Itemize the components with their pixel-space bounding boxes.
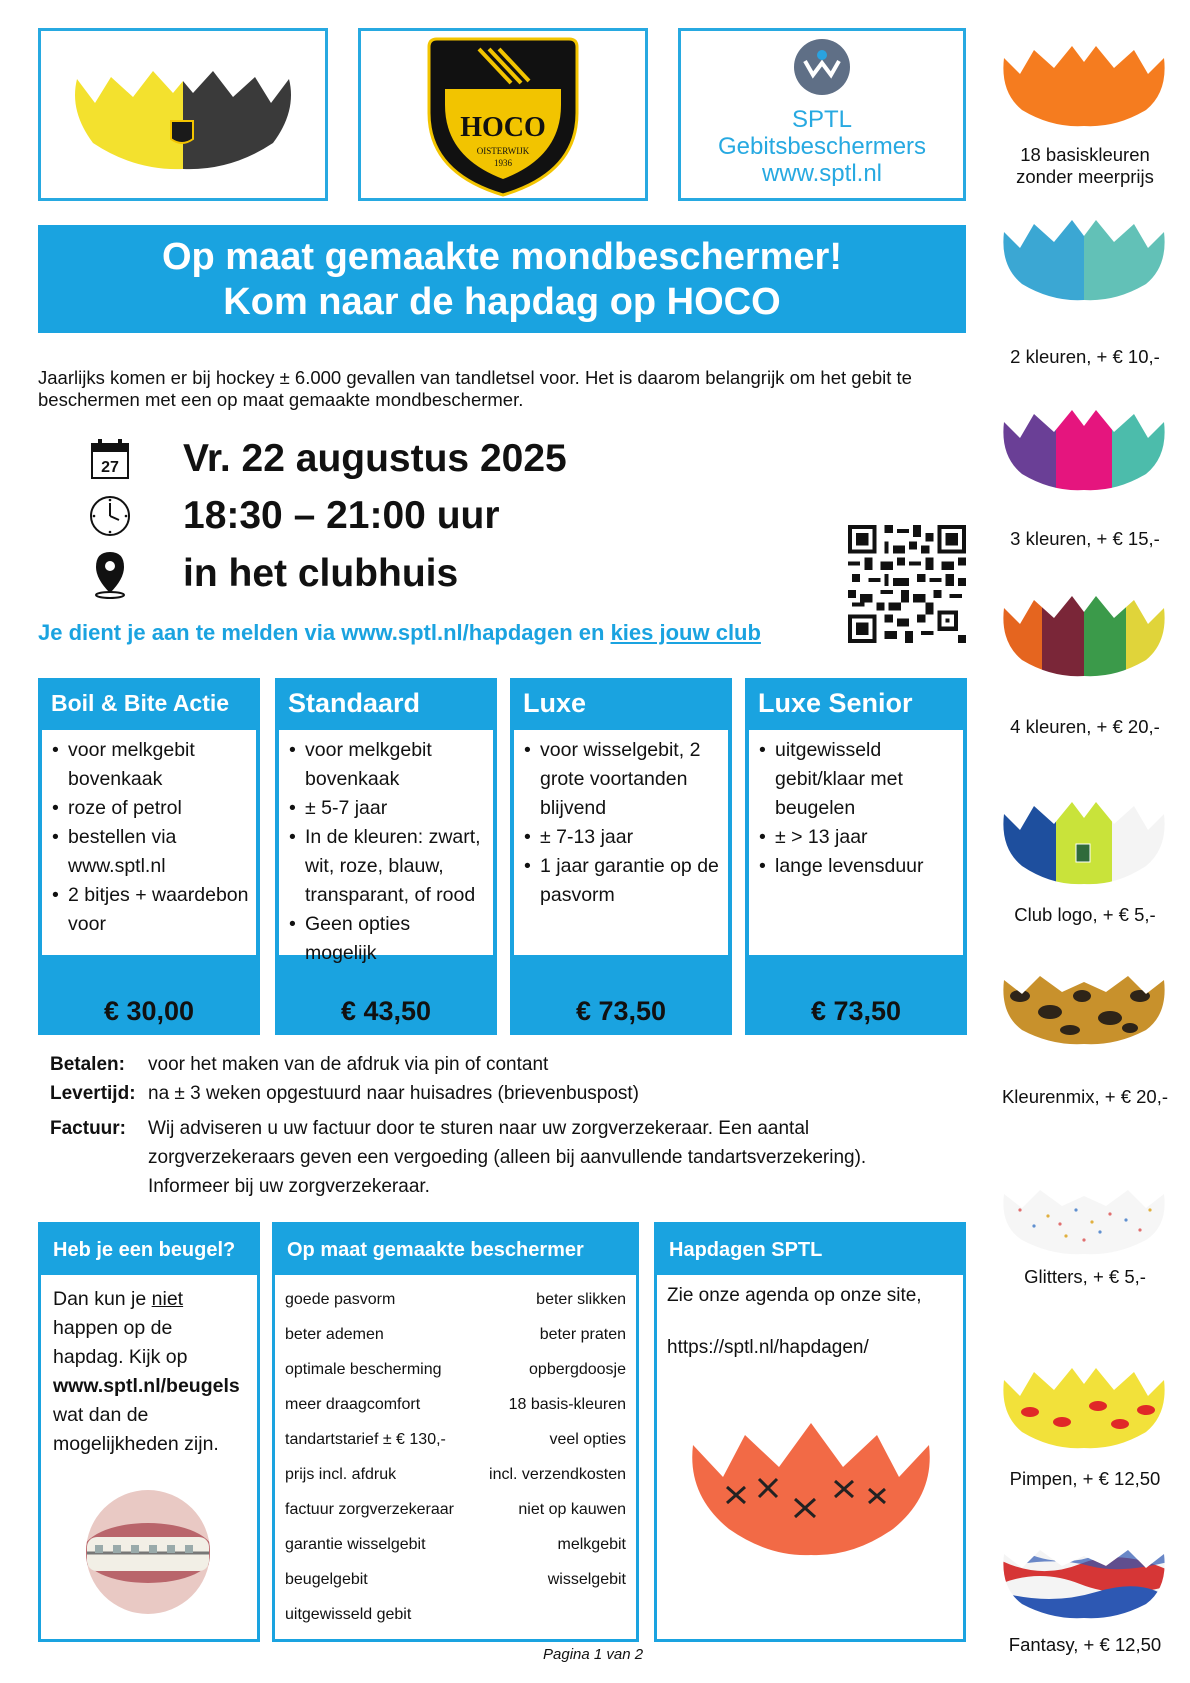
feature-left: optimale bescherming	[285, 1361, 442, 1378]
signup-text	[38, 620, 761, 646]
factuur-label: Factuur:	[50, 1118, 126, 1139]
package-card-luxe	[510, 678, 732, 1035]
hoco-shield-logo	[361, 31, 645, 198]
option-caption: Fantasy, + € 12,50	[1008, 1634, 1162, 1655]
package-body	[279, 730, 493, 964]
package-title: Boil & Bite Actie	[51, 689, 230, 716]
option-caption: 2 kleuren, + € 10,-	[1010, 346, 1160, 367]
hoco-logo-text: HOCO	[460, 112, 546, 143]
feature-left: tandartstarief ± € 130,-	[285, 1431, 446, 1448]
beugel-card-text	[41, 1275, 257, 1459]
features-row	[285, 1597, 626, 1632]
package-item: • bestellen via www.sptl.nl	[50, 823, 250, 881]
feature-left: meer draagcomfort	[285, 1396, 421, 1413]
feature-left: prijs incl. afdruk	[285, 1466, 397, 1483]
orange-mouthguard-image	[683, 1415, 939, 1565]
option-caption: 18 basiskleuren zonder meerprijs	[1016, 144, 1154, 187]
signup-club-link[interactable]: kies jouw club	[610, 620, 761, 645]
feature-left: uitgewisseld gebit	[285, 1606, 412, 1623]
page-footer: Pagina 1 van 2	[543, 1646, 644, 1663]
package-card-boil-bite	[38, 678, 260, 1035]
beugel-url[interactable]: www.sptl.nl/beugels	[53, 1375, 240, 1397]
package-item: • 2 bitjes + waardebon voor	[50, 881, 250, 939]
sptl-name: SPTL	[791, 106, 853, 133]
package-item: • roze of petrol	[50, 794, 250, 823]
feature-right: niet op kauwen	[518, 1501, 626, 1518]
feature-right: wisselgebit	[547, 1571, 626, 1588]
feature-left: factuur zorgverzekeraar	[285, 1501, 454, 1518]
sptl-url: www.sptl.nl	[761, 160, 883, 187]
hoco-logo-box	[358, 28, 648, 201]
hoco-logo-place: OISTERWIJK	[476, 146, 530, 156]
mouthguard-option-8-icon	[1000, 1362, 1168, 1450]
levertijd-value: na ± 3 weken opgestuurd naar huisadres (brievenbuspost)	[148, 1083, 640, 1104]
features-row	[285, 1492, 626, 1527]
package-item: • ± > 13 jaar	[757, 823, 957, 852]
package-card-luxe-senior	[745, 678, 967, 1035]
package-title: Standaard	[288, 687, 421, 718]
package-item: • ± 7-13 jaar	[522, 823, 722, 852]
feature-right: opbergdoosje	[529, 1361, 626, 1378]
features-row	[285, 1387, 626, 1422]
feature-left: goede pasvorm	[285, 1291, 396, 1308]
package-price: € 73,50	[575, 996, 667, 1026]
features-card	[272, 1222, 639, 1642]
feature-right: 18 basis-kleuren	[508, 1396, 626, 1413]
features-row	[285, 1282, 626, 1317]
package-item: • voor melkgebit bovenkaak	[50, 736, 250, 794]
option-caption: Kleurenmix, + € 20,-	[1001, 1086, 1169, 1107]
feature-right: beter praten	[539, 1326, 626, 1343]
package-body	[514, 730, 728, 955]
mouthguard-option-9-icon	[1000, 1540, 1168, 1622]
features-row	[285, 1352, 626, 1387]
headline-line2: Kom naar de hapdag op HOCO	[223, 281, 781, 323]
package-price: € 43,50	[340, 996, 432, 1026]
factuur-value: Wij adviseren u uw factuur door te sturen naar uw zorgverzekeraar. Een aantal zorgverzekeraars geven een vergoeding (alleen bij aanvullende tandartsverzekering). Informeer bij uw zorgverzekeraar.	[148, 1118, 867, 1197]
package-item: • In de kleuren: zwart, wit, roze, blauw, transparant, of rood	[287, 823, 487, 910]
event-date-row	[88, 434, 567, 484]
feature-right: incl. verzendkosten	[489, 1466, 626, 1483]
features-row	[285, 1527, 626, 1562]
beugel-text-1: Dan kun je	[53, 1288, 152, 1310]
feature-right: melkgebit	[557, 1536, 626, 1553]
hoco-logo-year: 1936	[494, 158, 512, 168]
option-caption: Pimpen, + € 12,50	[1009, 1468, 1161, 1489]
features-row	[285, 1457, 626, 1492]
package-item: • Geen opties mogelijk	[287, 910, 487, 968]
headline-line1: Op maat gemaakte mondbeschermer!	[161, 236, 842, 278]
beugel-text-2: happen op de hapdag. Kijk op	[53, 1317, 188, 1368]
option-caption: 3 kleuren, + € 15,-	[1010, 528, 1160, 549]
hapdagen-card-text	[657, 1275, 963, 1361]
hapdagen-card-title: Hapdagen SPTL	[657, 1225, 963, 1275]
package-item: • voor melkgebit bovenkaak	[287, 736, 487, 794]
levertijd-label: Levertijd:	[50, 1083, 136, 1104]
signup-text-main: Je dient je aan te melden via www.sptl.nl/hapdagen en	[38, 620, 611, 645]
feature-left: garantie wisselgebit	[285, 1536, 426, 1553]
betalen-value: voor het maken van de afdruk via pin of contant	[148, 1054, 549, 1075]
mouthguard-option-7-icon	[1000, 1180, 1168, 1258]
package-title: Luxe Senior	[758, 687, 913, 718]
feature-left: beter ademen	[285, 1326, 384, 1343]
feature-left: beugelgebit	[285, 1571, 368, 1588]
mouthguard-option-2-icon	[1000, 214, 1168, 302]
hapdagen-url[interactable]: https://sptl.nl/hapdagen/	[667, 1337, 869, 1358]
package-item: • 1 jaar garantie op de pasvorm	[522, 852, 722, 910]
feature-right: veel opties	[549, 1431, 626, 1448]
option-caption: Club logo, + € 5,-	[1014, 904, 1156, 925]
event-date: Vr. 22 augustus 2025	[183, 437, 567, 480]
calendar-icon-day: 27	[101, 459, 119, 476]
package-title: Luxe	[523, 687, 587, 718]
qr-code[interactable]	[848, 525, 966, 643]
package-price: € 30,00	[103, 996, 195, 1026]
event-location-row	[88, 549, 459, 599]
mouthguard-option-6-icon	[1000, 966, 1168, 1048]
mouthguard-option-3-icon	[1000, 404, 1168, 492]
package-item: • ± 5-7 jaar	[287, 794, 487, 823]
beugel-text-3: wat dan de mogelijkheden zijn.	[53, 1404, 219, 1455]
hoco-mouthguard-image-box	[38, 28, 328, 201]
beugel-card	[38, 1222, 260, 1642]
feature-right: beter slikken	[536, 1291, 626, 1308]
betalen-label: Betalen:	[50, 1054, 125, 1075]
mouthguard-option-1-icon	[1000, 40, 1168, 128]
mouthguard-option-4-icon	[1000, 590, 1168, 678]
location-pin-icon	[88, 549, 134, 599]
hapdagen-card	[654, 1222, 966, 1642]
hoco-mouthguard-image	[41, 31, 325, 198]
package-item: • uitgewisseld gebit/klaar met beugelen	[757, 736, 957, 823]
features-row	[285, 1422, 626, 1457]
clock-icon	[88, 493, 134, 539]
sptl-logo-icon	[681, 31, 963, 101]
package-item: • lange levensduur	[757, 852, 957, 881]
event-time: 18:30 – 21:00 uur	[183, 494, 500, 537]
beugel-card-title: Heb je een beugel?	[41, 1225, 257, 1275]
event-time-row	[88, 491, 500, 541]
sptl-subtitle: Gebitsbeschermers	[717, 133, 927, 160]
package-card-standaard	[275, 678, 497, 1035]
option-caption: Glitters, + € 5,-	[1024, 1266, 1146, 1287]
package-item: • voor wisselgebit, 2 grote voortanden blijvend	[522, 736, 722, 823]
braces-photo	[73, 1487, 223, 1617]
package-body	[749, 730, 963, 955]
intro-text: Jaarlijks komen er bij hockey ± 6.000 gevallen van tandletsel voor. Het is daarom belangrijk om het gebit te beschermen met een op maat gemaakte mondbeschermer.	[38, 367, 912, 410]
features-row	[285, 1562, 626, 1597]
headline-banner	[38, 225, 966, 333]
event-location: in het clubhuis	[183, 552, 459, 595]
mouthguard-option-5-icon	[1000, 796, 1168, 888]
features-card-title: Op maat gemaakte beschermer	[275, 1225, 636, 1275]
beugel-text-niet: niet	[151, 1288, 184, 1310]
calendar-icon	[88, 436, 134, 482]
sptl-logo-box	[678, 28, 966, 201]
package-body	[42, 730, 256, 955]
features-row	[285, 1317, 626, 1352]
hapdagen-text: Zie onze agenda op onze site,	[667, 1285, 922, 1306]
option-caption: 4 kleuren, + € 20,-	[1010, 716, 1160, 737]
features-list	[285, 1282, 626, 1632]
package-price: € 73,50	[810, 996, 902, 1026]
